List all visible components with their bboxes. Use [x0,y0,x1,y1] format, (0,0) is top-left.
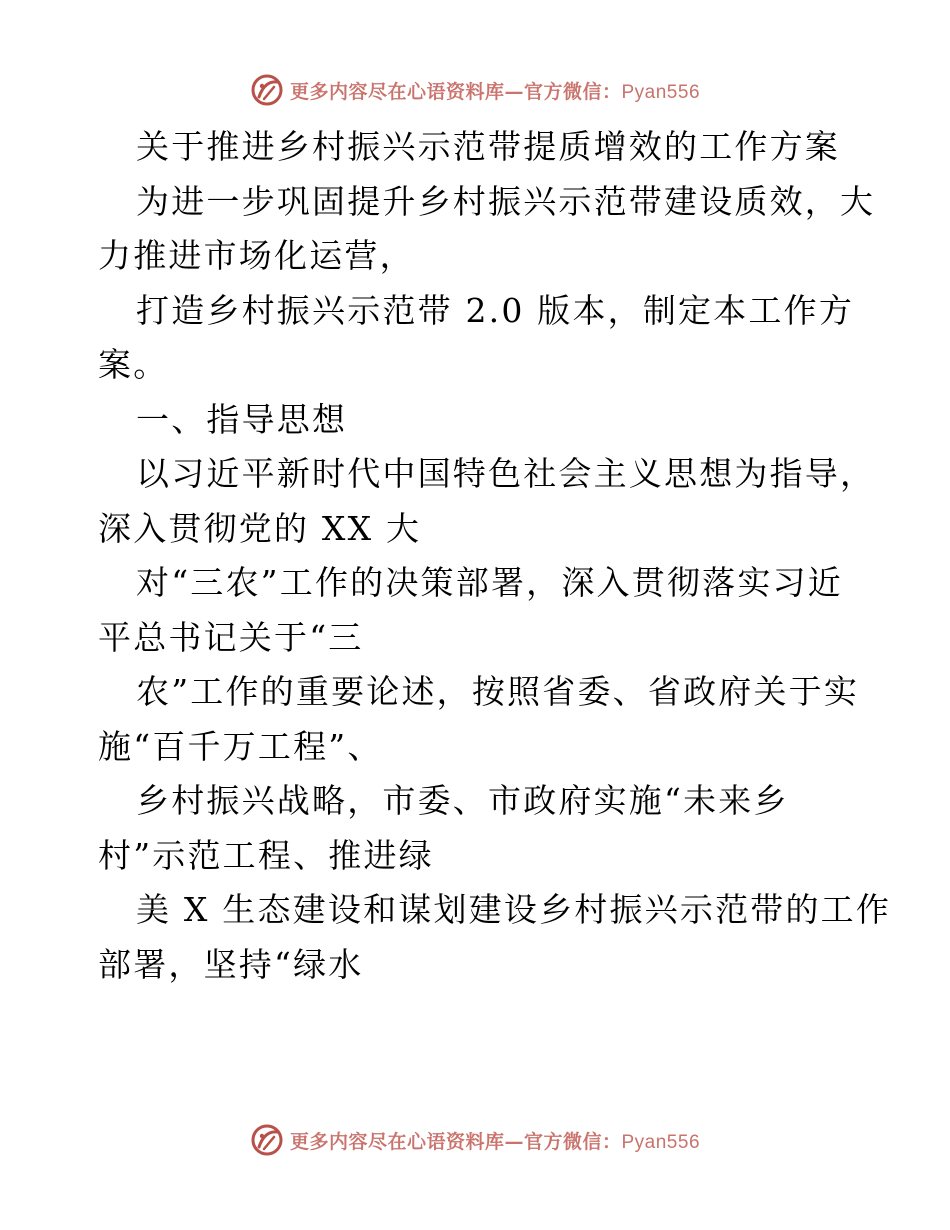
paragraph-line: 力推进市场化运营， [98,236,415,275]
watermark-dash: — [504,1130,524,1153]
paragraph-line: 施“百千万工程”、 [98,726,383,766]
section-heading: 一、指导思想 [136,399,348,439]
document-body [98,120,892,992]
watermark-wechat-label: 官方微信： [523,1130,622,1153]
watermark-wechat-id: Pyan556 [621,81,701,103]
footer-watermark [0,1120,950,1160]
paragraph-line: 以习近平新时代中国特色社会主义思想为指导， [136,454,876,493]
watermark-brand: 更多内容尽在心语资料库 [289,1130,505,1153]
paragraph-line: 为进一步巩固提升乡村振兴示范带建设质效，大 [136,181,876,221]
paragraph-line: 平总书记关于“三 [98,617,364,657]
watermark-wechat-id: Pyan556 [621,1131,701,1153]
paragraph-line: 乡村振兴战略，市委、市政府实施“未来乡 [136,781,789,820]
paragraph-line: 部署，坚持“绿水 [98,944,364,984]
document-title: 关于推进乡村振兴示范带提质增效的工作方案 [136,127,840,166]
paragraph-line: 农”工作的重要论述，按照省委、省政府关于实 [136,672,860,711]
paragraph-line: 深入贯彻党的 XX 大 [98,508,422,548]
watermark-text [290,1127,700,1154]
paragraph-line: 美 X 生态建设和谋划建设乡村振兴示范带的工作 [136,890,892,929]
paragraph-line: 案。 [98,345,169,384]
seal-logo-icon [250,1123,284,1157]
watermark-dash: — [504,80,524,103]
watermark-text [290,77,700,104]
header-watermark [0,70,950,110]
watermark-wechat-label: 官方微信： [523,80,622,103]
paragraph-line: 村”示范工程、推进绿 [98,835,434,875]
seal-logo-icon [250,73,284,107]
watermark-brand: 更多内容尽在心语资料库 [289,80,505,103]
paragraph-line: 打造乡村振兴示范带 2.0 版本，制定本工作方 [136,290,855,330]
paragraph-line: 对“三农”工作的决策部署，深入贯彻落实习近 [136,563,843,602]
